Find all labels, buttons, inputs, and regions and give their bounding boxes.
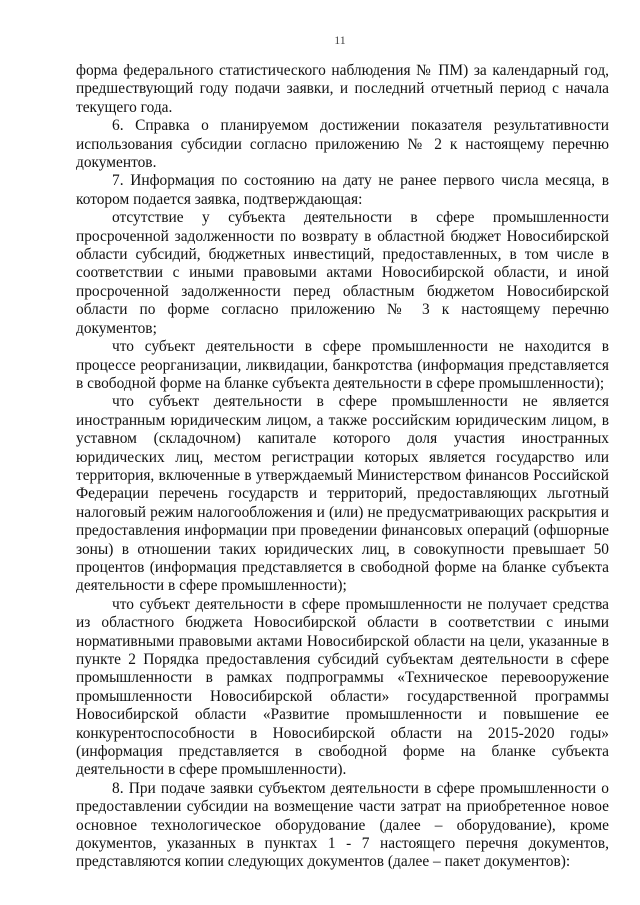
document-body: [76, 62, 609, 872]
paragraph-7: 7. Информация по состоянию на дату не ранее первого числа месяца, в котором подается заявка, подтверждающая:: [76, 172, 609, 208]
page-number: 11: [334, 33, 346, 47]
paragraph-7-item-foreign-entity: что субъект деятельности в сфере промышленности не является иностранным юридическим лицом, а также российским юридическим лицом, в уставном (складочном) капитале которого доля участия иностранных юридических лиц, местом регистрации которых является государство или территория, включенные в утверждаемый Министерством финансов Российской Федерации перечень государств и территорий, предоставляющих льготный налоговый режим налогообложения и (или) не предусматривающих раскрытия и предоставления информации при проведении финансовых операций (офшорные зоны) в отношении таких юридических лиц, в совокупности превышает 50 процентов (информация представляется в свободной форме на бланке субъекта деятельности в сфере промышленности);: [76, 393, 609, 595]
paragraph-7-item-debt: отсутствие у субъекта деятельности в сфере промышленности просроченной задолженности по возврату в областной бюджет Новосибирской области субсидий, бюджетных инвестиций, предоставленных, в том числе в соответствии с иными правовыми актами Новосибирской области, и иной просроченной задолженности перед областным бюджетом Новосибирской области по форме согласно приложению № 3 к настоящему перечню документов;: [76, 209, 609, 337]
paragraph-5-continuation: форма федерального статистического наблюдения № ПМ) за календарный год, предшествующий году подачи заявки, и последний отчетный период с начала текущего года.: [76, 62, 609, 116]
paragraph-7-item-reorganization: что субъект деятельности в сфере промышленности не находится в процессе реорганизации, ликвидации, банкротства (информация представляется в свободной форме на бланке субъекта деятельности в сфере промышленности);: [76, 338, 609, 392]
paragraph-8: 8. При подаче заявки субъектом деятельности в сфере промышленности о предоставлении субсидии на возмещение части затрат на приобретенное новое основное технологическое оборудование (далее – оборудование), кроме документов, указанных в пунктах 1 - 7 настоящего перечня документов, представляются копии следующих документов (далее – пакет документов):: [76, 779, 609, 871]
paragraph-7-item-no-other-funding: что субъект деятельности в сфере промышленности не получает средства из областного бюджета Новосибирской области в соответствии с иными нормативными правовыми актами Новосибирской области на цели, указанные в пункте 2 Порядка предоставления субсидий субъектам деятельности в сфере промышленности в рамках подпрограммы «Техническое перевооружение промышленности Новосибирской области» государственной программы Новосибирской области «Развитие промышленности и повышение ее конкурентоспособности в Новосибирской области на 2015-2020 годы» (информация представляется в свободной форме на бланке субъекта деятельности в сфере промышленности).: [76, 595, 609, 779]
paragraph-6: 6. Справка о планируемом достижении показателя результативности использования субсидии согласно приложению № 2 к настоящему перечню документов.: [76, 117, 609, 172]
